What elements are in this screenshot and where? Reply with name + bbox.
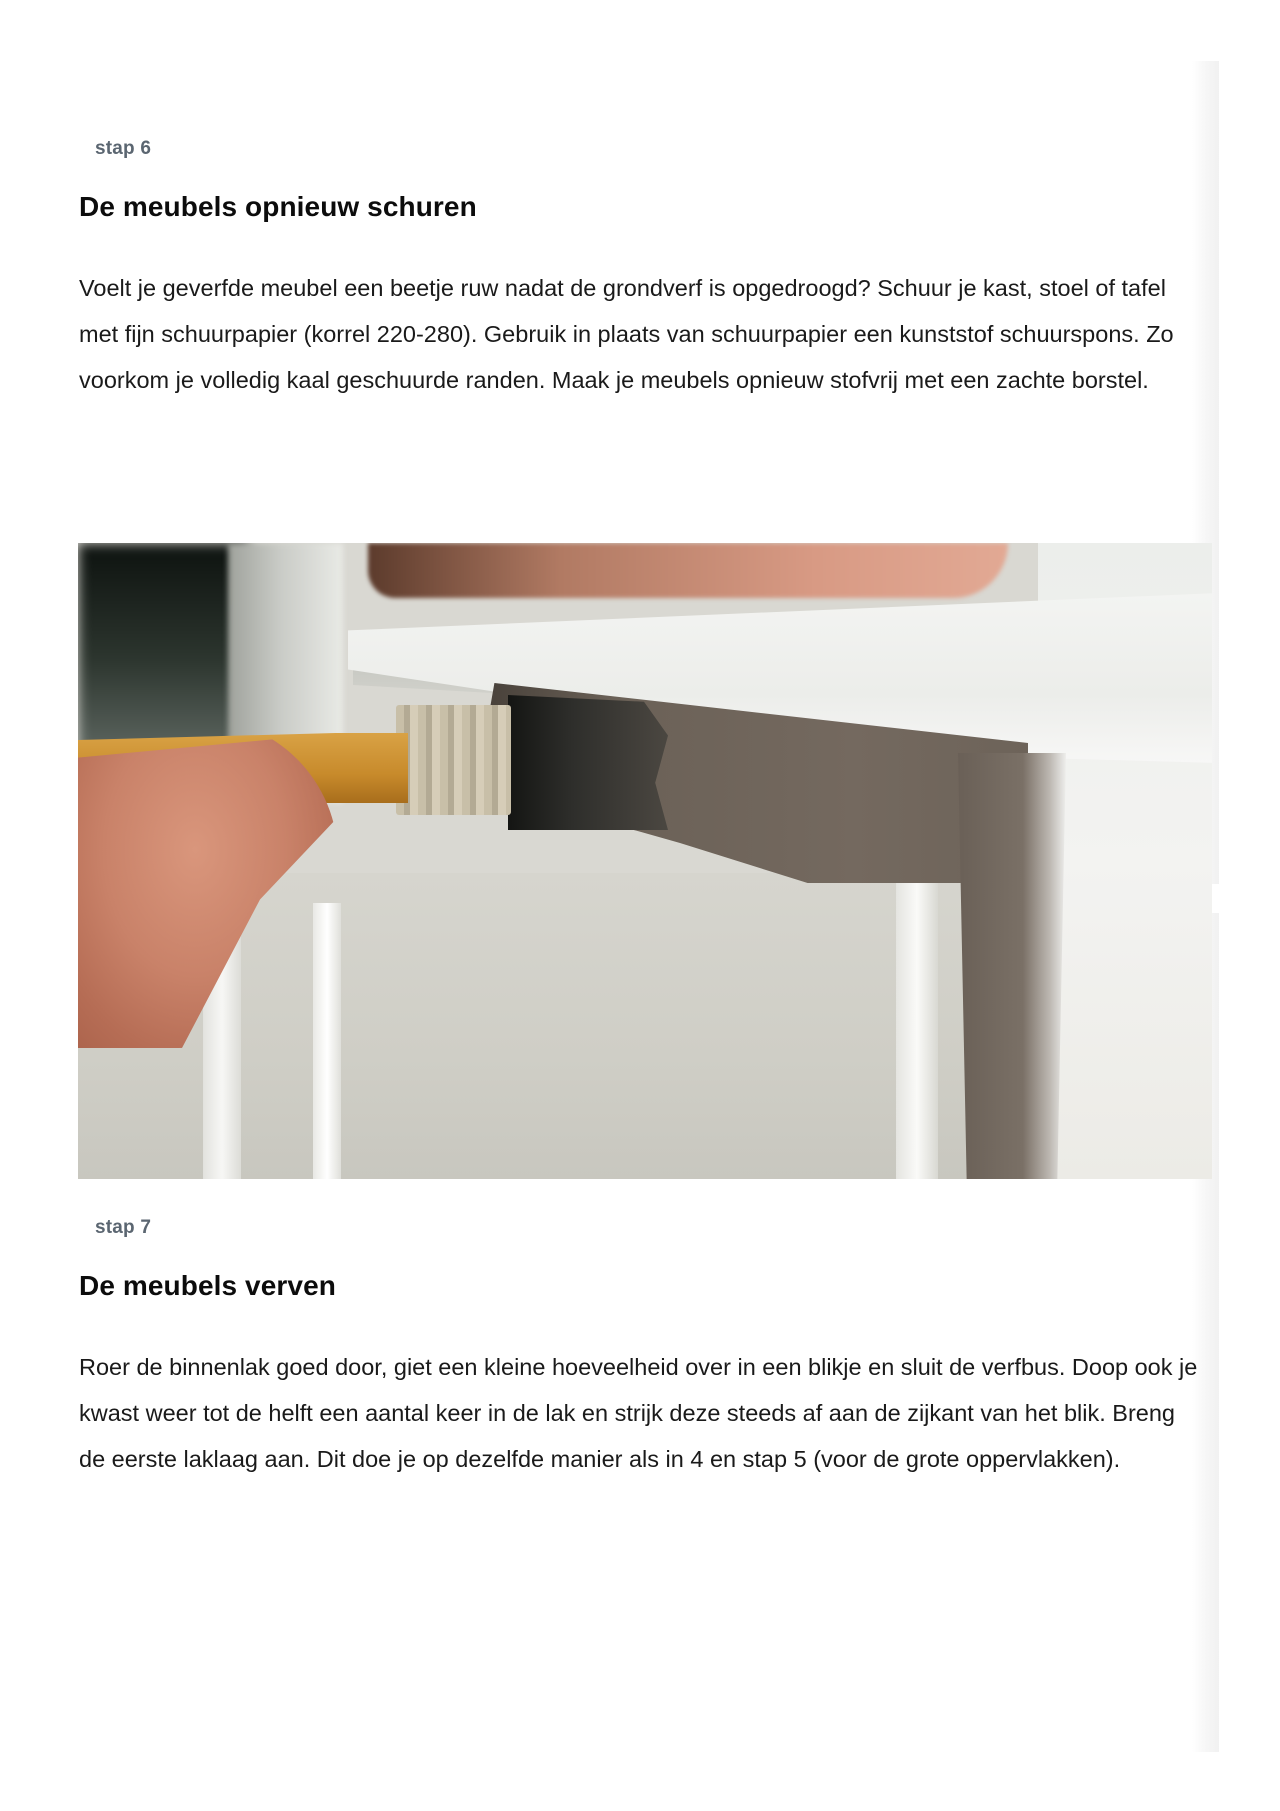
photo-painted-leg [958, 753, 1066, 1179]
photo-dark-background [78, 543, 248, 753]
photo-hand-on-table [368, 543, 1008, 598]
photo-brush-bristles [508, 695, 668, 830]
photo-white-leg [313, 903, 341, 1179]
photo-white-leg [896, 833, 938, 1179]
step-6-label: stap 6 [95, 138, 152, 159]
step-6-title: De meubels opnieuw schuren [79, 191, 477, 222]
step-6-body: Voelt je geverfde meubel een beetje ruw nadat de grondverf is opgedroogd? Schuur je kast, stoel of tafel met fijn schuurpapier (korrel 220-280). Gebruik in plaats van schuurpapier een kunststof schuurspons. Zo voorkom je volledig kaal geschuurde randen. Maak je meubels opnieuw stofvrij met een zachte borstel. [79, 275, 1174, 393]
step-7-body: Roer de binnenlak goed door, giet een kleine hoeveelheid over in een blikje en sluit de verfbus. Doop ook je kwast weer tot de helft een aantal keer in de lak en strijk deze steeds af aan de zijkant van het blik. Breng de eerste laklaag aan. Dit doe je op dezelfde manier als in 4 en stap 5 (voor de grote oppervlakken). [79, 1354, 1198, 1472]
step-7-title: De meubels verven [79, 1270, 336, 1301]
painting-photo [78, 543, 1212, 1179]
step-7-label: stap 7 [95, 1217, 152, 1238]
photo-brush-ferrule [396, 705, 511, 815]
